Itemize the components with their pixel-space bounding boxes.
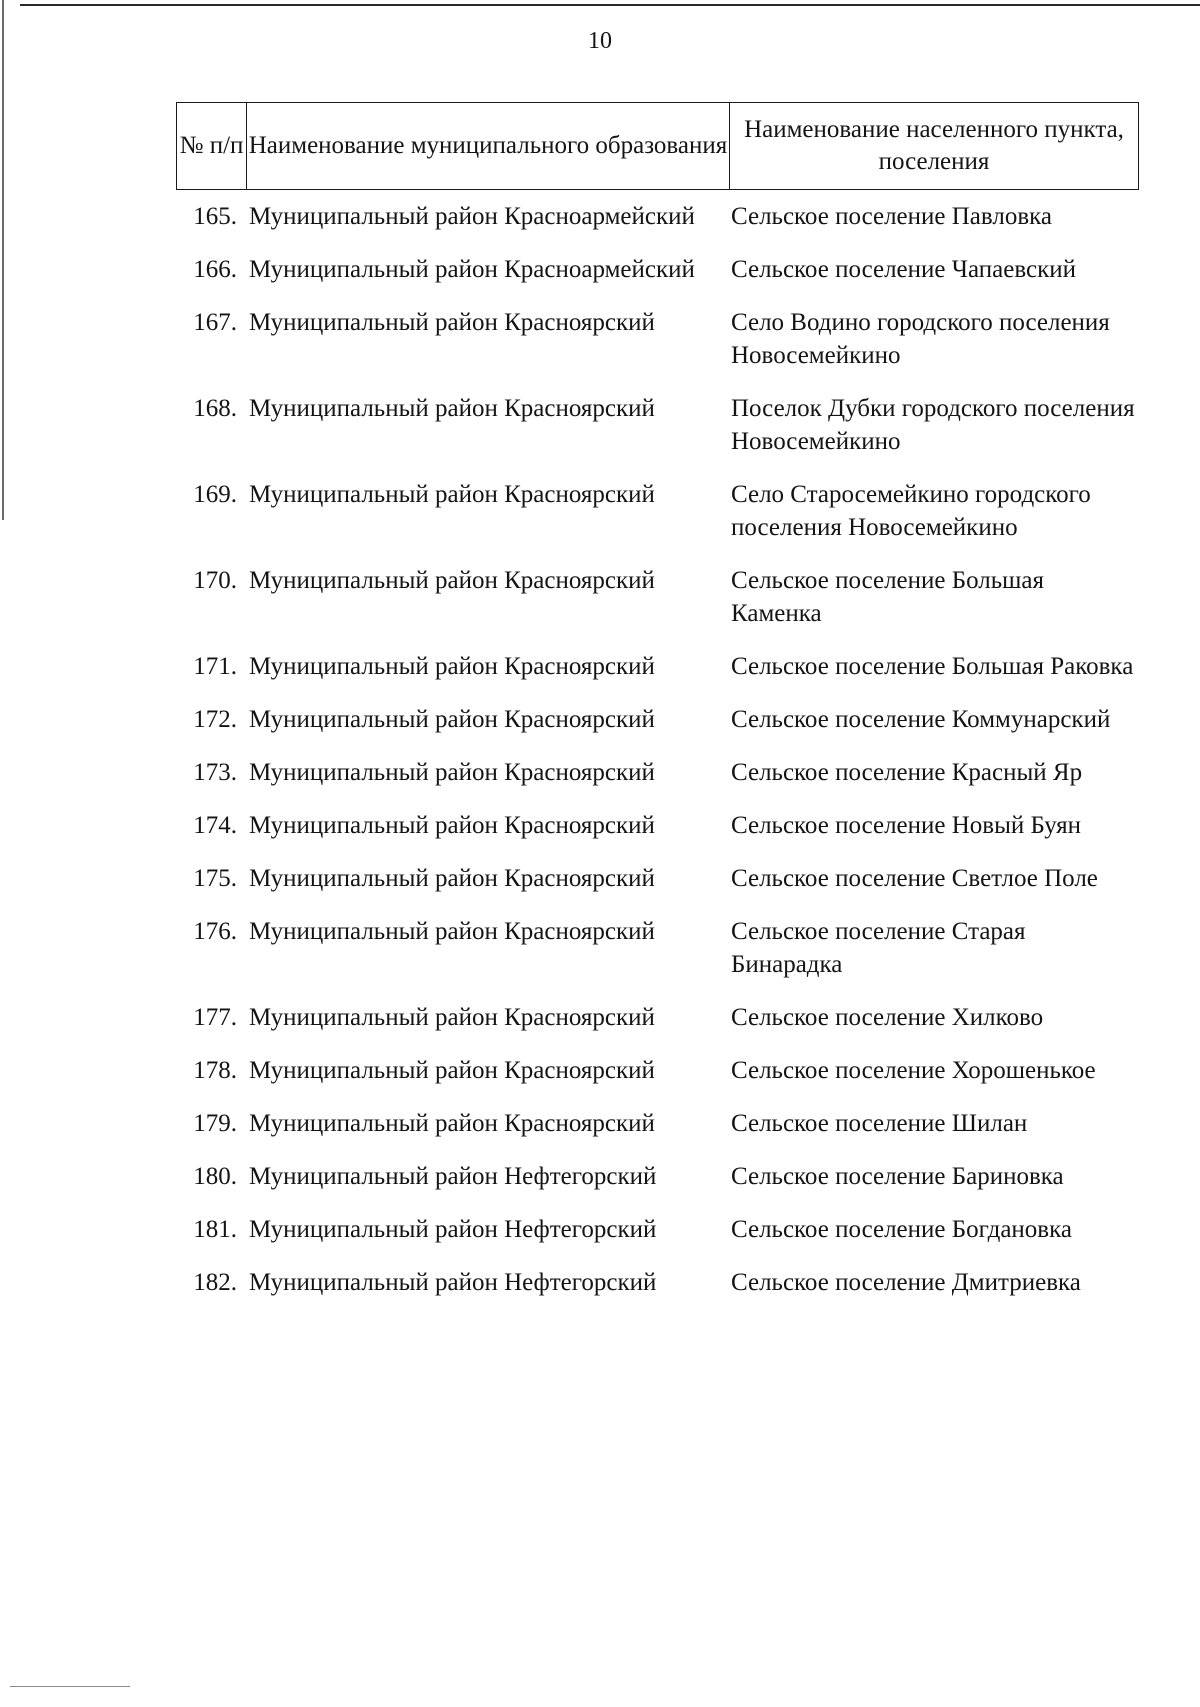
row-number: 179. xyxy=(193,1110,237,1137)
row-settlement: Сельское поселение Хорошенькое xyxy=(731,1057,1096,1084)
row-settlement: Поселок Дубки городского поселения Новосемейкино xyxy=(731,395,1135,455)
row-municipality: Муниципальный район Красноярский xyxy=(249,395,655,422)
row-number: 172. xyxy=(193,706,237,733)
row-municipality: Муниципальный район Красноярский xyxy=(249,1004,655,1031)
row-number: 171. xyxy=(193,653,237,680)
scan-edge-bottom xyxy=(10,1686,130,1687)
row-number: 182. xyxy=(193,1269,237,1296)
row-municipality: Муниципальный район Красноярский xyxy=(249,706,655,733)
table-row xyxy=(176,809,1136,842)
row-municipality: Муниципальный район Красноярский xyxy=(249,918,655,945)
row-settlement: Сельское поселение Чапаевский xyxy=(731,256,1076,283)
table-body xyxy=(176,200,1136,1319)
row-municipality: Муниципальный район Нефтегорский xyxy=(249,1216,657,1243)
row-number: 180. xyxy=(193,1163,237,1190)
row-number: 167. xyxy=(193,309,237,336)
row-number: 165. xyxy=(193,203,237,230)
table-row xyxy=(176,478,1136,544)
table-header xyxy=(176,102,1139,190)
row-settlement: Сельское поселение Новый Буян xyxy=(731,812,1082,839)
scan-edge-top xyxy=(20,4,1200,6)
header-col-settlement: Наименование населенного пункта, поселения xyxy=(744,116,1124,175)
row-settlement: Сельское поселение Старая Бинарадка xyxy=(731,918,1026,978)
row-municipality: Муниципальный район Красноармейский xyxy=(249,203,695,230)
header-col-municipality: Наименование муниципального образования xyxy=(247,103,730,189)
table-row xyxy=(176,1266,1136,1299)
row-municipality: Муниципальный район Нефтегорский xyxy=(249,1163,657,1190)
table-row xyxy=(176,1107,1136,1140)
row-municipality: Муниципальный район Красноярский xyxy=(249,865,655,892)
row-settlement: Сельское поселение Шилан xyxy=(731,1110,1028,1137)
row-number: 176. xyxy=(193,918,237,945)
row-municipality: Муниципальный район Красноярский xyxy=(249,759,655,786)
table-row xyxy=(176,564,1136,630)
row-number: 173. xyxy=(193,759,237,786)
table-row xyxy=(176,1213,1136,1246)
row-settlement: Сельское поселение Хилково xyxy=(731,1004,1044,1031)
row-municipality: Муниципальный район Красноярский xyxy=(249,567,655,594)
row-settlement: Сельское поселение Богдановка xyxy=(731,1216,1072,1243)
row-municipality: Муниципальный район Красноярский xyxy=(249,481,655,508)
table-row xyxy=(176,1001,1136,1034)
row-number: 175. xyxy=(193,865,237,892)
row-number: 178. xyxy=(193,1057,237,1084)
table-row xyxy=(176,392,1136,458)
row-number: 181. xyxy=(193,1216,237,1243)
row-settlement: Сельское поселение Павловка xyxy=(731,203,1053,230)
table-row xyxy=(176,703,1136,736)
table-row xyxy=(176,650,1136,683)
table-row xyxy=(176,253,1136,286)
row-settlement: Сельское поселение Большая Раковка xyxy=(731,653,1134,680)
row-municipality: Муниципальный район Красноармейский xyxy=(249,256,695,283)
row-number: 170. xyxy=(193,567,237,594)
table-row xyxy=(176,1160,1136,1193)
table-row xyxy=(176,862,1136,895)
row-number: 174. xyxy=(193,812,237,839)
row-settlement: Сельское поселение Коммунарский xyxy=(731,706,1111,733)
row-settlement: Сельское поселение Бариновка xyxy=(731,1163,1064,1190)
row-settlement: Сельское поселение Дмитриевка xyxy=(731,1269,1081,1296)
row-municipality: Муниципальный район Красноярский xyxy=(249,653,655,680)
row-number: 177. xyxy=(193,1004,237,1031)
table-row xyxy=(176,915,1136,981)
scan-edge-left xyxy=(2,0,4,520)
row-number: 169. xyxy=(193,481,237,508)
row-number: 166. xyxy=(193,256,237,283)
row-number: 168. xyxy=(193,395,237,422)
table-row xyxy=(176,200,1136,233)
row-settlement: Сельское поселение Светлое Поле xyxy=(731,865,1098,892)
table-row xyxy=(176,756,1136,789)
row-municipality: Муниципальный район Красноярский xyxy=(249,812,655,839)
row-municipality: Муниципальный район Нефтегорский xyxy=(249,1269,657,1296)
row-settlement: Сельское поселение Большая Каменка xyxy=(731,567,1045,627)
row-settlement: Сельское поселение Красный Яр xyxy=(731,759,1083,786)
page-number: 10 xyxy=(588,28,612,54)
header-col-number: № п/п xyxy=(177,103,247,189)
table-row xyxy=(176,1054,1136,1087)
row-settlement: Село Старосемейкино городского поселения Новосемейкино xyxy=(731,481,1091,541)
row-settlement: Село Водино городского поселения Новосемейкино xyxy=(731,309,1110,369)
row-municipality: Муниципальный район Красноярский xyxy=(249,1110,655,1137)
row-municipality: Муниципальный район Красноярский xyxy=(249,1057,655,1084)
table-row xyxy=(176,306,1136,372)
row-municipality: Муниципальный район Красноярский xyxy=(249,309,655,336)
